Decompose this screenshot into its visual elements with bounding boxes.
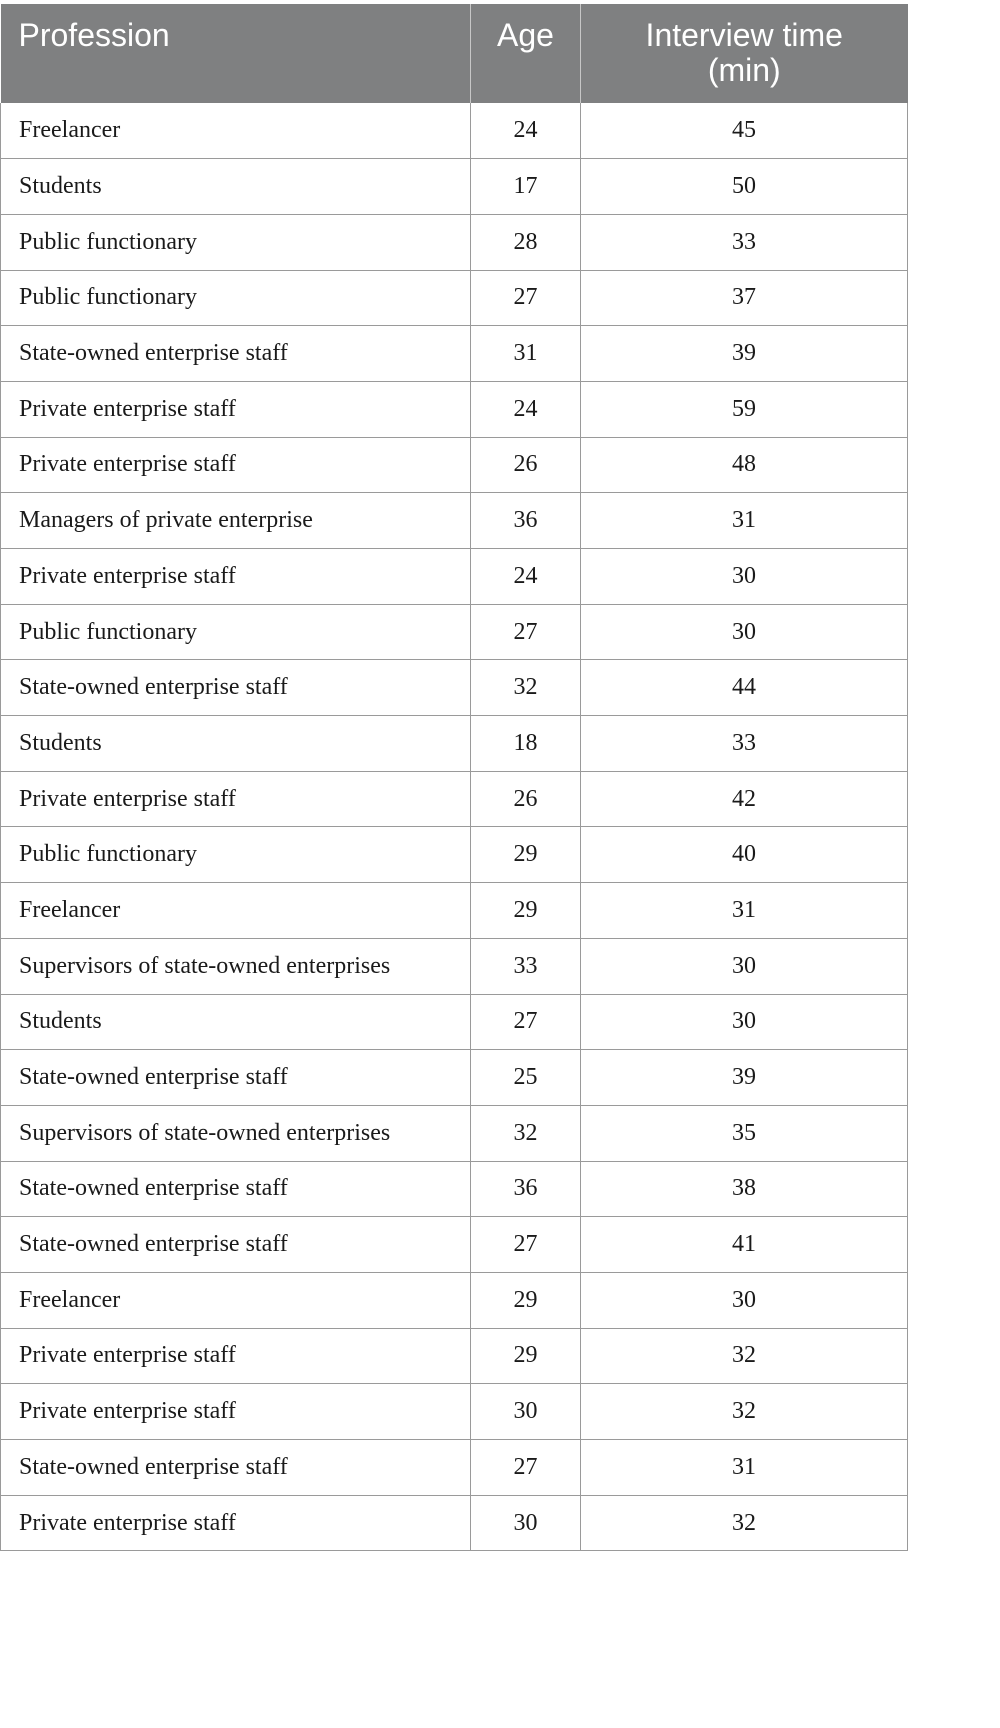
cell-age: 27 <box>471 1217 581 1273</box>
cell-interview-time: 31 <box>581 493 908 549</box>
table-row <box>1 549 908 605</box>
cell-profession: Students <box>1 994 471 1050</box>
table-row <box>1 1384 908 1440</box>
cell-interview-time: 30 <box>581 938 908 994</box>
cell-interview-time: 32 <box>581 1384 908 1440</box>
header-interview-time-line1: Interview time <box>645 17 843 53</box>
cell-profession: Students <box>1 159 471 215</box>
cell-age: 27 <box>471 270 581 326</box>
cell-interview-time: 50 <box>581 159 908 215</box>
cell-age: 36 <box>471 1161 581 1217</box>
table-row <box>1 1272 908 1328</box>
cell-profession: Public functionary <box>1 214 471 270</box>
cell-age: 25 <box>471 1050 581 1106</box>
table-row <box>1 1161 908 1217</box>
cell-interview-time: 39 <box>581 1050 908 1106</box>
cell-interview-time: 30 <box>581 549 908 605</box>
cell-interview-time: 40 <box>581 827 908 883</box>
cell-interview-time: 45 <box>581 103 908 159</box>
table-row <box>1 716 908 772</box>
cell-profession: State-owned enterprise staff <box>1 1050 471 1106</box>
cell-profession: Students <box>1 716 471 772</box>
cell-interview-time: 42 <box>581 771 908 827</box>
table-row <box>1 1495 908 1551</box>
cell-profession: Supervisors of state-owned enterprises <box>1 1105 471 1161</box>
cell-age: 27 <box>471 604 581 660</box>
cell-profession: Public functionary <box>1 270 471 326</box>
cell-interview-time: 32 <box>581 1328 908 1384</box>
cell-age: 17 <box>471 159 581 215</box>
cell-interview-time: 37 <box>581 270 908 326</box>
cell-profession: Freelancer <box>1 103 471 159</box>
cell-profession: State-owned enterprise staff <box>1 326 471 382</box>
table-row <box>1 1328 908 1384</box>
cell-age: 18 <box>471 716 581 772</box>
table-row <box>1 1217 908 1273</box>
table-row <box>1 437 908 493</box>
table-row <box>1 827 908 883</box>
table-row <box>1 326 908 382</box>
cell-profession: State-owned enterprise staff <box>1 660 471 716</box>
cell-age: 27 <box>471 994 581 1050</box>
header-interview-time-line2: (min) <box>707 52 781 88</box>
cell-interview-time: 30 <box>581 994 908 1050</box>
header-age: Age <box>471 4 581 103</box>
cell-age: 31 <box>471 326 581 382</box>
cell-interview-time: 39 <box>581 326 908 382</box>
cell-profession: State-owned enterprise staff <box>1 1440 471 1496</box>
cell-profession: Private enterprise staff <box>1 549 471 605</box>
cell-profession: Private enterprise staff <box>1 1495 471 1551</box>
cell-profession: Public functionary <box>1 604 471 660</box>
cell-age: 32 <box>471 1105 581 1161</box>
table-row <box>1 660 908 716</box>
table-row <box>1 214 908 270</box>
cell-age: 29 <box>471 1328 581 1384</box>
cell-profession: State-owned enterprise staff <box>1 1217 471 1273</box>
table-row <box>1 103 908 159</box>
cell-interview-time: 41 <box>581 1217 908 1273</box>
cell-age: 27 <box>471 1440 581 1496</box>
table-row <box>1 994 908 1050</box>
table-row <box>1 270 908 326</box>
cell-age: 29 <box>471 1272 581 1328</box>
cell-interview-time: 31 <box>581 883 908 939</box>
cell-profession: Freelancer <box>1 883 471 939</box>
cell-interview-time: 30 <box>581 1272 908 1328</box>
cell-age: 30 <box>471 1384 581 1440</box>
table-row <box>1 938 908 994</box>
cell-age: 28 <box>471 214 581 270</box>
cell-age: 26 <box>471 437 581 493</box>
cell-interview-time: 32 <box>581 1495 908 1551</box>
table-header <box>1 4 908 103</box>
table-row <box>1 1050 908 1106</box>
header-row <box>1 4 908 103</box>
table-row <box>1 604 908 660</box>
cell-interview-time: 48 <box>581 437 908 493</box>
cell-interview-time: 59 <box>581 381 908 437</box>
table-row <box>1 1105 908 1161</box>
table-row <box>1 771 908 827</box>
table-row <box>1 159 908 215</box>
cell-age: 32 <box>471 660 581 716</box>
participants-table-container <box>0 4 907 1551</box>
table-row <box>1 1440 908 1496</box>
cell-interview-time: 44 <box>581 660 908 716</box>
cell-age: 29 <box>471 883 581 939</box>
cell-profession: Freelancer <box>1 1272 471 1328</box>
table-row <box>1 381 908 437</box>
cell-interview-time: 35 <box>581 1105 908 1161</box>
cell-profession: Public functionary <box>1 827 471 883</box>
table-body <box>1 103 908 1551</box>
cell-age: 24 <box>471 381 581 437</box>
cell-age: 24 <box>471 103 581 159</box>
cell-age: 24 <box>471 549 581 605</box>
cell-profession: Managers of private enterprise <box>1 493 471 549</box>
header-profession: Profession <box>1 4 471 103</box>
header-interview-time <box>581 4 908 103</box>
cell-profession: Private enterprise staff <box>1 381 471 437</box>
cell-interview-time: 38 <box>581 1161 908 1217</box>
cell-interview-time: 33 <box>581 716 908 772</box>
cell-profession: Private enterprise staff <box>1 771 471 827</box>
table-row <box>1 883 908 939</box>
participants-table <box>0 4 908 1551</box>
cell-interview-time: 31 <box>581 1440 908 1496</box>
cell-interview-time: 30 <box>581 604 908 660</box>
cell-profession: Supervisors of state-owned enterprises <box>1 938 471 994</box>
cell-age: 29 <box>471 827 581 883</box>
cell-age: 30 <box>471 1495 581 1551</box>
table-row <box>1 493 908 549</box>
cell-age: 33 <box>471 938 581 994</box>
cell-interview-time: 33 <box>581 214 908 270</box>
cell-profession: Private enterprise staff <box>1 1384 471 1440</box>
cell-profession: Private enterprise staff <box>1 1328 471 1384</box>
cell-profession: Private enterprise staff <box>1 437 471 493</box>
cell-age: 36 <box>471 493 581 549</box>
cell-age: 26 <box>471 771 581 827</box>
cell-profession: State-owned enterprise staff <box>1 1161 471 1217</box>
